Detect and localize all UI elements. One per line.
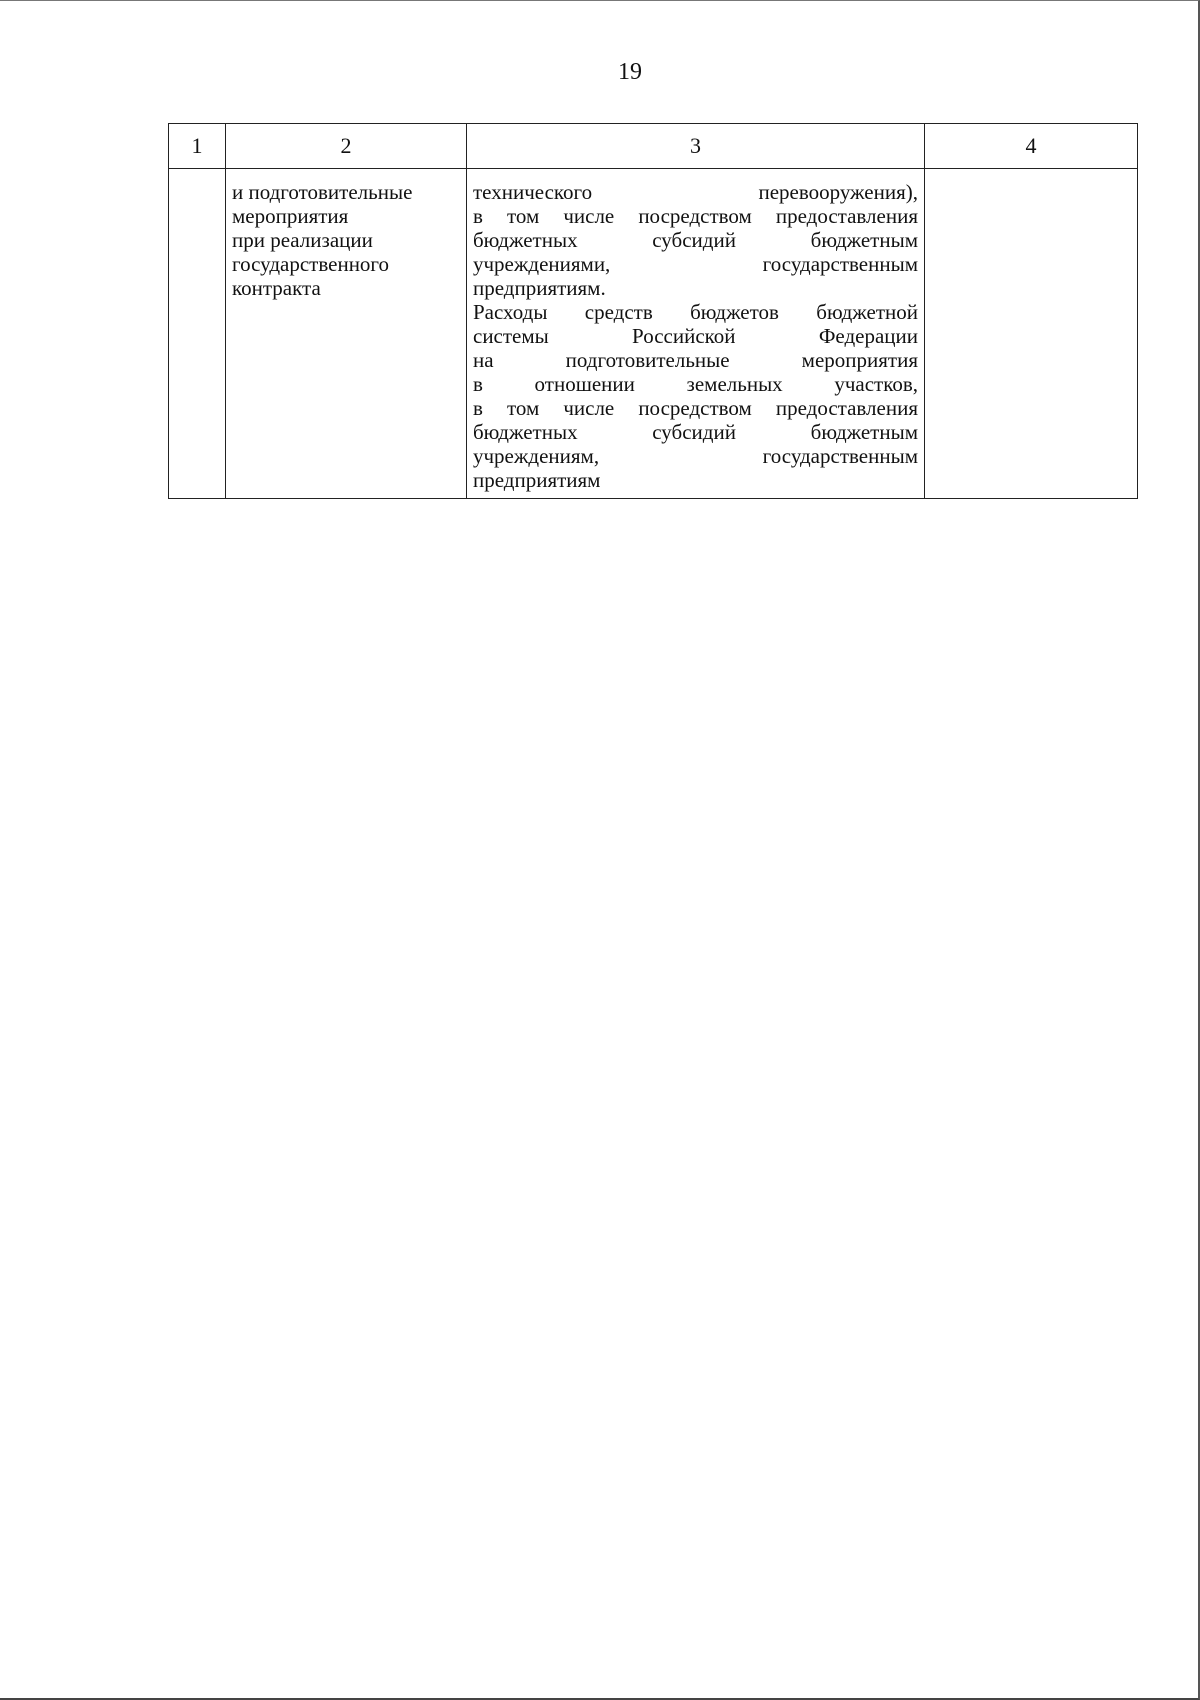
col3-line: технического перевооружения), (473, 180, 918, 204)
header-col-3: 3 (467, 124, 925, 169)
cell-col-1 (169, 169, 226, 499)
col2-line: контракта (232, 276, 321, 300)
col3-line: системы Российской Федерации (473, 324, 918, 348)
col3-line: бюджетных субсидий бюджетным (473, 420, 918, 444)
page-number: 19 (618, 59, 642, 85)
col3-line: Расходы средств бюджетов бюджетной (473, 300, 918, 324)
table-header-row (169, 124, 1138, 169)
cell-col-2 (226, 169, 467, 499)
col2-line: государственного (232, 252, 390, 276)
col2-line: при реализации (232, 228, 373, 252)
col3-line: в том числе посредством предоставления (473, 204, 918, 228)
col3-line: предприятиям (473, 468, 601, 492)
col3-line: предприятиям. (473, 276, 606, 300)
col2-line: мероприятия (232, 204, 349, 228)
col3-line: учреждениями, государственным (473, 252, 918, 276)
col3-line: в том числе посредством предоставления (473, 396, 918, 420)
col3-line: в отношении земельных участков, (473, 372, 918, 396)
header-col-4: 4 (925, 124, 1138, 169)
header-col-1: 1 (169, 124, 226, 169)
cell-col-4 (925, 169, 1138, 499)
col3-line: бюджетных субсидий бюджетным (473, 228, 918, 252)
document-table (168, 123, 1138, 499)
table-row (169, 169, 1138, 499)
col3-line: на подготовительные мероприятия (473, 348, 918, 372)
col2-line: и подготовительные (232, 180, 413, 204)
header-col-2: 2 (226, 124, 467, 169)
cell-col-3 (467, 169, 925, 499)
col3-line: учреждениям, государственным (473, 444, 918, 468)
